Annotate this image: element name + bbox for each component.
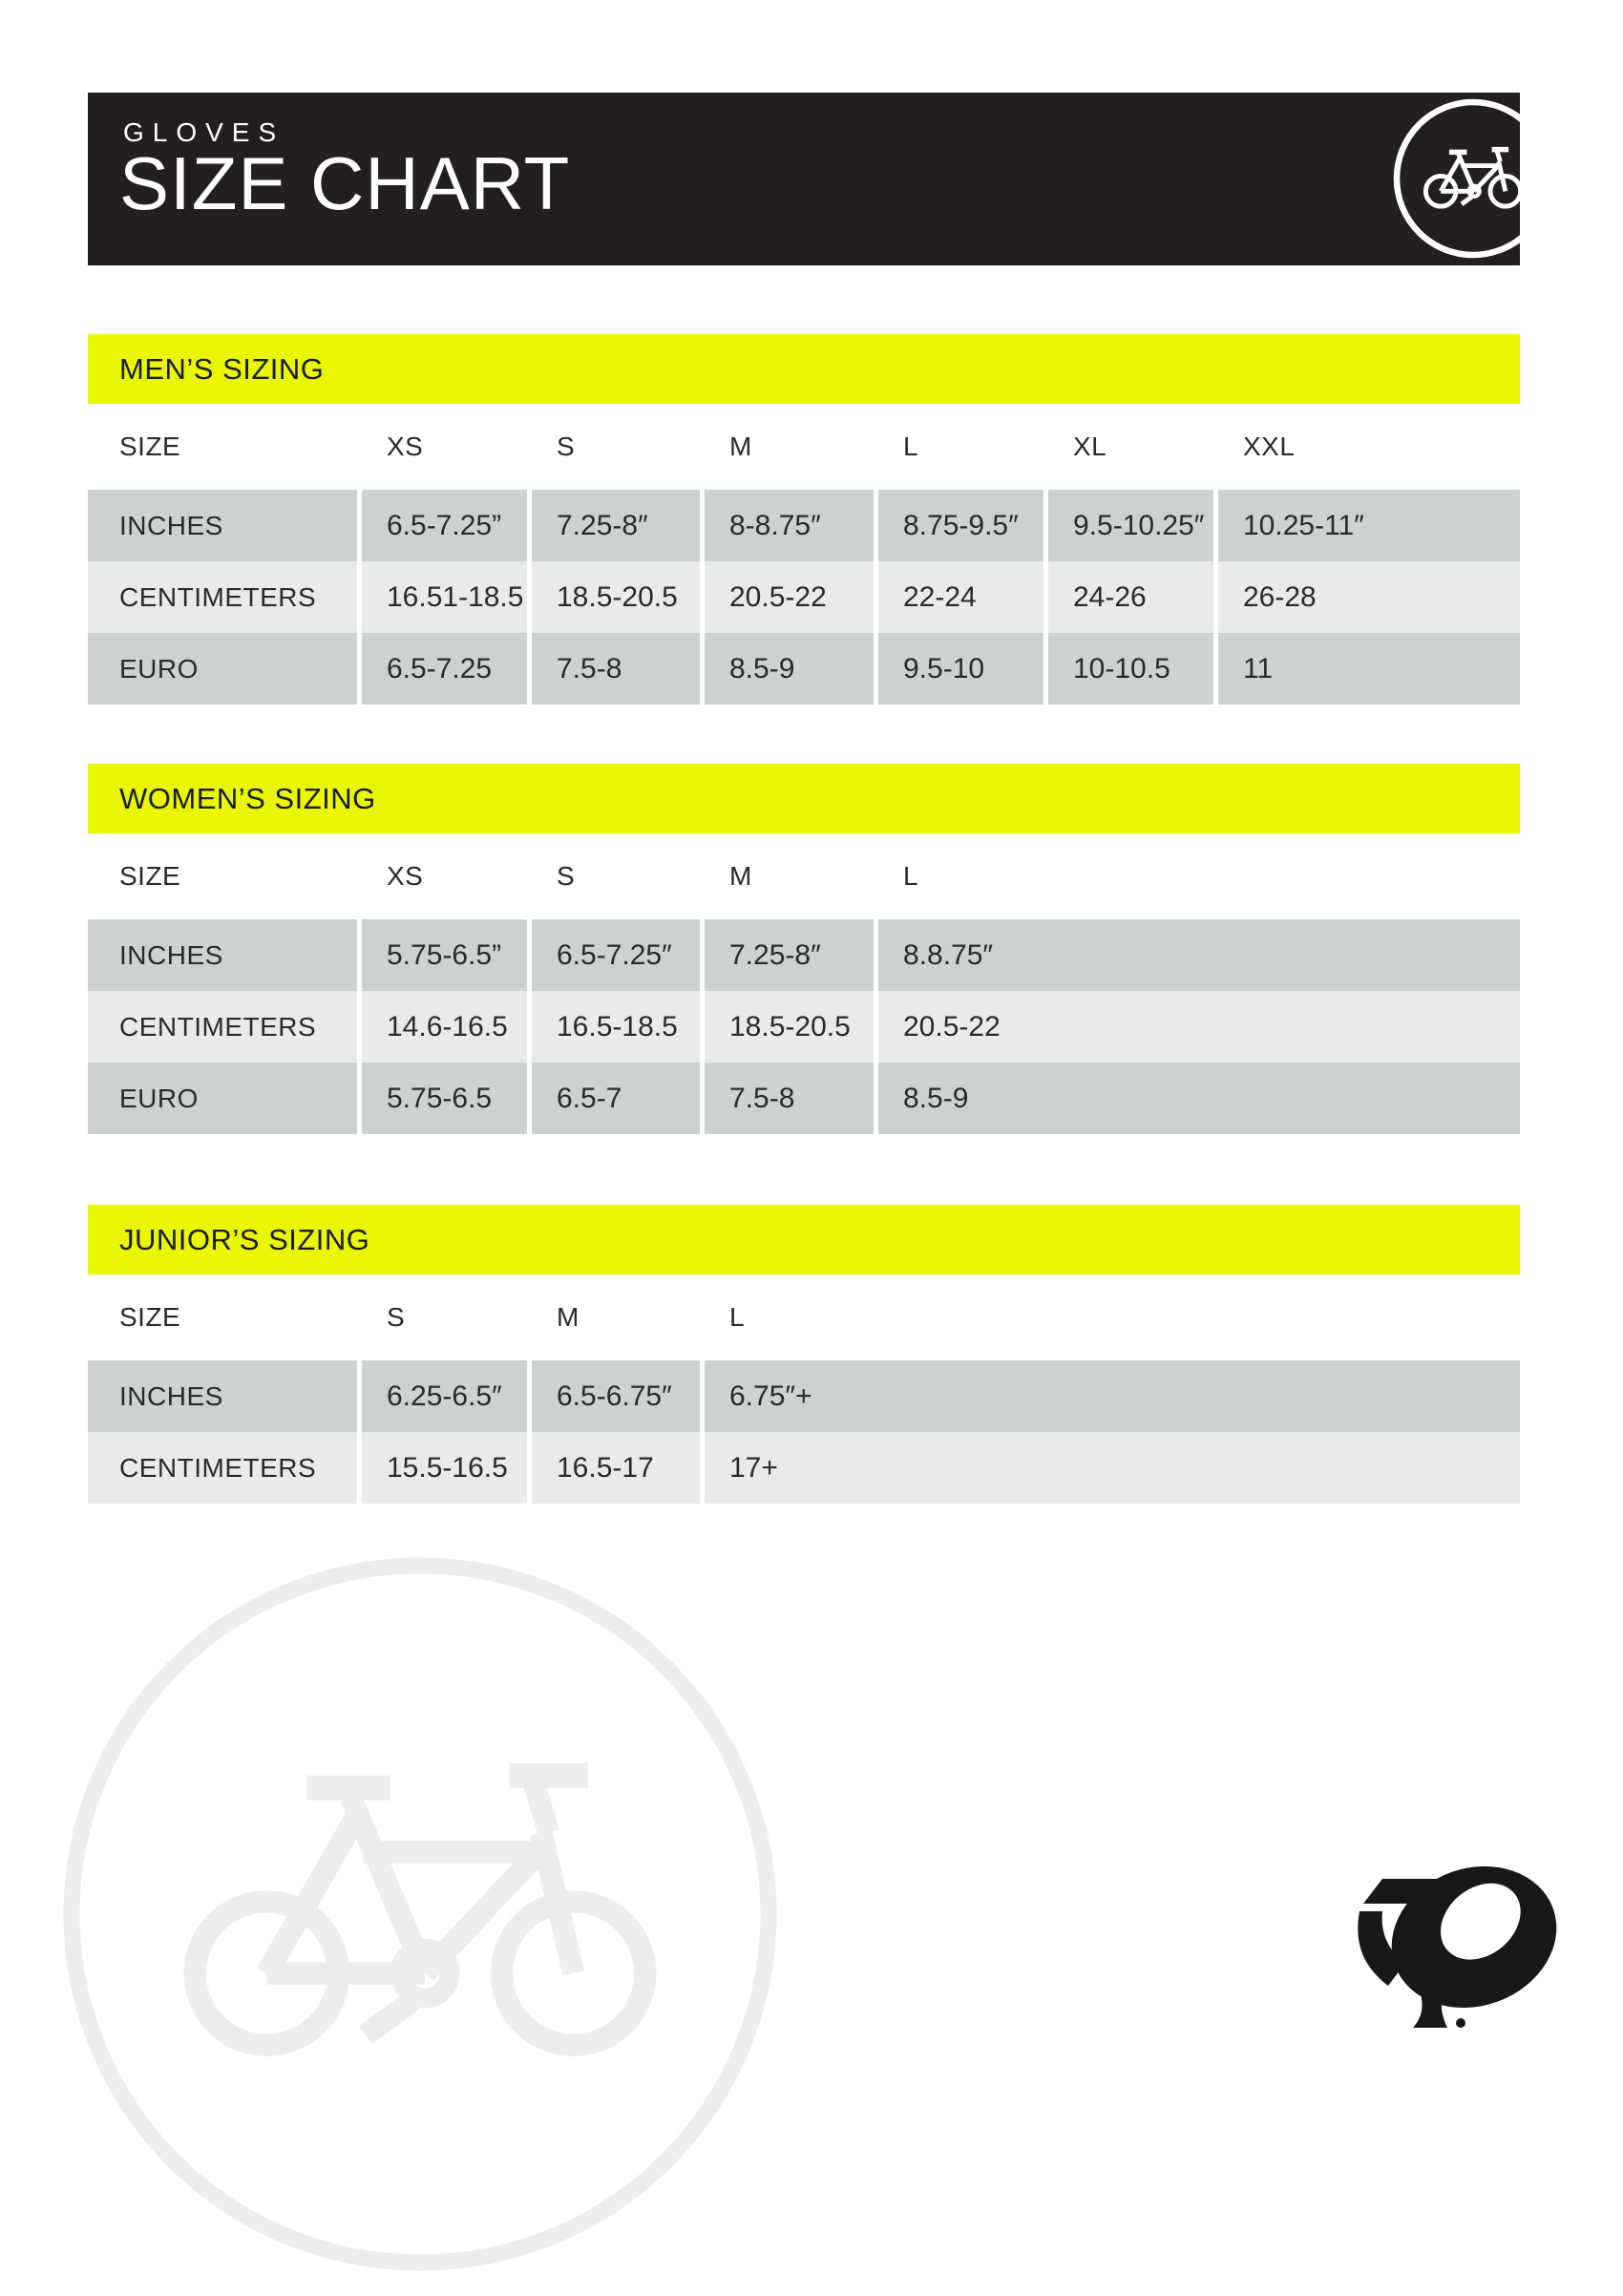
column-header-xl: XL bbox=[1073, 432, 1107, 461]
size-value-cell: 26-28 bbox=[1218, 561, 1520, 633]
size-value-cell: 16.5-17 bbox=[532, 1432, 700, 1504]
size-value-cell: 18.5-20.5 bbox=[705, 991, 874, 1063]
row-label-cell: INCHES bbox=[88, 919, 357, 991]
size-value-cell: 16.51-18.5 bbox=[362, 561, 527, 633]
size-column-header: SIZE bbox=[119, 1302, 181, 1332]
mens-section-title-bar: MEN’S SIZING bbox=[88, 334, 1520, 404]
row-label-cell: EURO bbox=[88, 1063, 357, 1134]
womens-size-table bbox=[88, 833, 1520, 1134]
size-value-cell: 14.6-16.5 bbox=[362, 991, 527, 1063]
row-label-cell: CENTIMETERS bbox=[88, 561, 357, 633]
size-value-cell: 6.5-7.25 bbox=[362, 633, 527, 705]
row-label-cell: CENTIMETERS bbox=[88, 991, 357, 1063]
size-value-cell: 10.25-11″ bbox=[1218, 490, 1520, 561]
column-header-xxl: XXL bbox=[1243, 432, 1296, 461]
column-header-s: S bbox=[387, 1302, 406, 1332]
size-value-cell: 5.75-6.5” bbox=[362, 919, 527, 991]
row-label-cell: INCHES bbox=[88, 1360, 357, 1432]
juniors-size-table bbox=[88, 1274, 1520, 1504]
size-value-cell: 9.5-10 bbox=[878, 633, 1043, 705]
size-value-cell: 6.5-7 bbox=[532, 1063, 700, 1134]
size-value-cell: 8.5-9 bbox=[705, 633, 874, 705]
size-value-cell: 6.75″+ bbox=[705, 1360, 1520, 1432]
size-column-header: SIZE bbox=[119, 432, 181, 461]
size-value-cell: 24-26 bbox=[1048, 561, 1213, 633]
size-value-cell: 7.25-8″ bbox=[532, 490, 700, 561]
size-value-cell: 8-8.75″ bbox=[705, 490, 874, 561]
column-header-l: L bbox=[729, 1302, 746, 1332]
row-label-cell: INCHES bbox=[88, 490, 357, 561]
size-value-cell: 15.5-16.5 bbox=[362, 1432, 527, 1504]
size-value-cell: 16.5-18.5 bbox=[532, 991, 700, 1063]
column-header-xs: XS bbox=[387, 432, 424, 461]
page-title: SIZE CHART bbox=[119, 141, 571, 225]
size-value-cell: 5.75-6.5 bbox=[362, 1063, 527, 1134]
size-value-cell: 8.75-9.5″ bbox=[878, 490, 1043, 561]
size-value-cell: 9.5-10.25″ bbox=[1048, 490, 1213, 561]
row-label-cell: CENTIMETERS bbox=[88, 1432, 357, 1504]
size-value-cell: 6.5-7.25″ bbox=[532, 919, 700, 991]
size-value-cell: 7.25-8″ bbox=[705, 919, 874, 991]
pearl-izumi-logo bbox=[1331, 1856, 1566, 2030]
womens-section-title-bar: WOMEN’S SIZING bbox=[88, 764, 1520, 833]
size-value-cell: 11 bbox=[1218, 633, 1520, 705]
column-header-s: S bbox=[557, 432, 576, 461]
bicycle-in-circle-watermark bbox=[38, 1532, 802, 2296]
size-value-cell: 8.5-9 bbox=[878, 1063, 1520, 1134]
mens-size-table bbox=[88, 404, 1520, 705]
size-value-cell: 6.5-6.75″ bbox=[532, 1360, 700, 1432]
size-value-cell: 6.5-7.25” bbox=[362, 490, 527, 561]
mens-sizing-section bbox=[88, 334, 1520, 705]
size-value-cell: 18.5-20.5 bbox=[532, 561, 700, 633]
column-header-m: M bbox=[729, 432, 752, 461]
tables-container bbox=[88, 334, 1520, 1504]
bicycle-in-circle-icon bbox=[1378, 93, 1520, 265]
size-value-cell: 7.5-8 bbox=[532, 633, 700, 705]
womens-sizing-section bbox=[88, 764, 1520, 1134]
column-header-l: L bbox=[903, 861, 919, 891]
juniors-sizing-section bbox=[88, 1205, 1520, 1504]
size-column-header: SIZE bbox=[119, 861, 181, 891]
size-value-cell: 17+ bbox=[705, 1432, 1520, 1504]
size-value-cell: 8.8.75″ bbox=[878, 919, 1520, 991]
column-header-xs: XS bbox=[387, 861, 424, 891]
size-value-cell: 7.5-8 bbox=[705, 1063, 874, 1134]
juniors-section-title-bar: JUNIOR’S SIZING bbox=[88, 1205, 1520, 1274]
size-value-cell: 20.5-22 bbox=[705, 561, 874, 633]
header-category: GLOVES bbox=[123, 117, 285, 147]
page-header-banner bbox=[88, 93, 1520, 265]
row-label-cell: EURO bbox=[88, 633, 357, 705]
size-value-cell: 6.25-6.5″ bbox=[362, 1360, 527, 1432]
column-header-l: L bbox=[903, 432, 919, 461]
column-header-s: S bbox=[557, 861, 576, 891]
column-header-m: M bbox=[729, 861, 752, 891]
size-value-cell: 22-24 bbox=[878, 561, 1043, 633]
size-value-cell: 20.5-22 bbox=[878, 991, 1520, 1063]
column-header-m: M bbox=[557, 1302, 580, 1332]
size-value-cell: 10-10.5 bbox=[1048, 633, 1213, 705]
